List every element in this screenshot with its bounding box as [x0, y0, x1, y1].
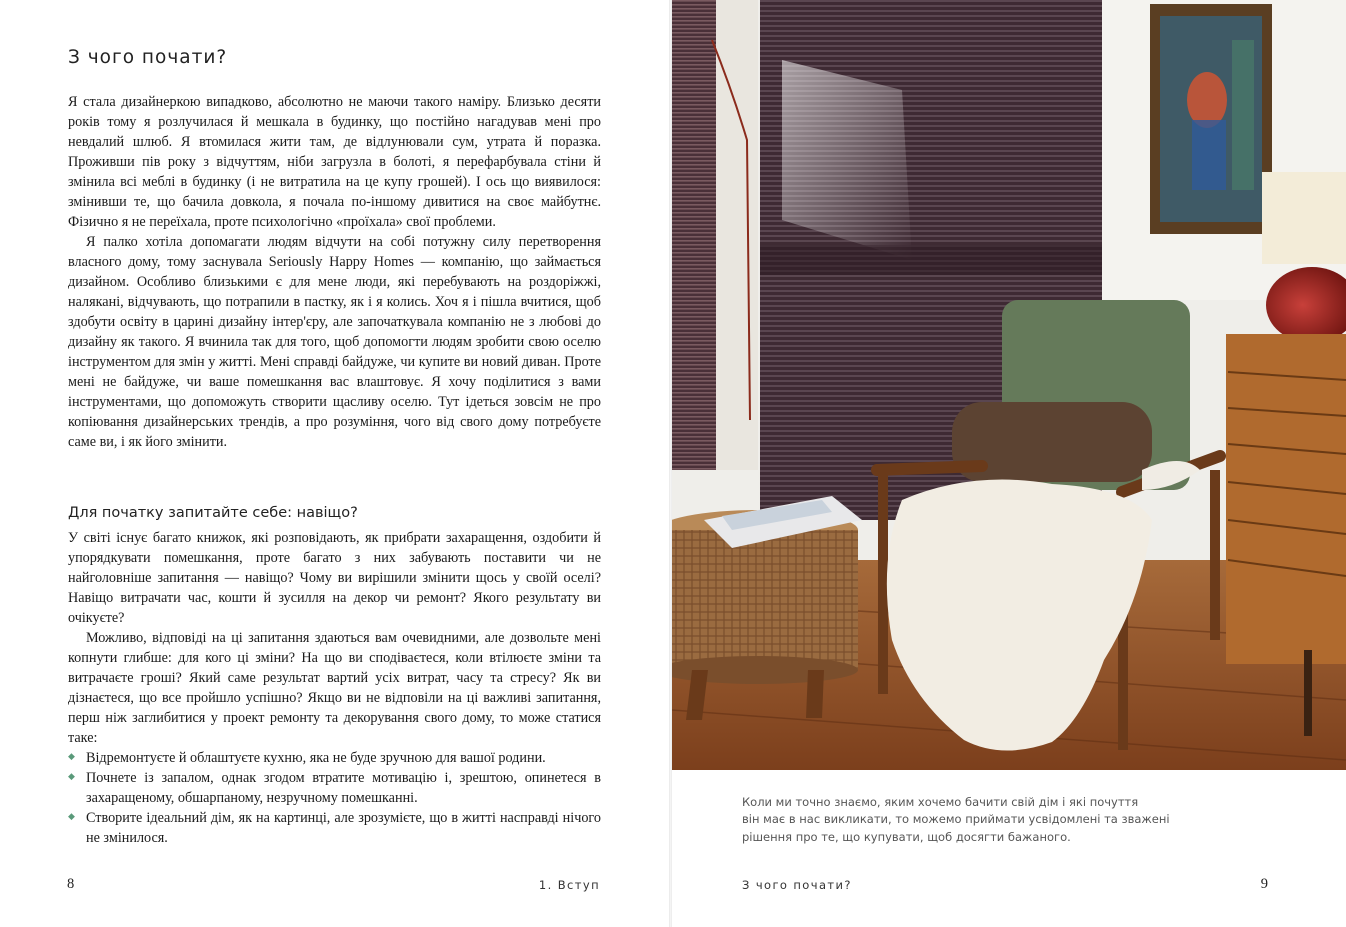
page-number-left: 8 [67, 876, 75, 892]
page-number-right: 9 [1260, 876, 1268, 892]
section-text [68, 528, 601, 848]
section-subheading: Для початку запитайте себе: навіщо? [68, 505, 358, 521]
diamond-bullet-icon: ◆ [68, 812, 75, 822]
list-item [68, 768, 601, 808]
left-blind [672, 0, 718, 470]
list-item [68, 808, 601, 848]
caption-line-2: він має в нас викликати, то можемо приймати усвідомлені та зважені [742, 812, 1170, 827]
right-page [672, 0, 1346, 927]
interior-photo [672, 0, 1346, 770]
section-paragraph-1: У світі існує багато книжок, які розповідають, як прибрати захаращення, оздобити й упорядкувати помешкання, проте багато з них забувають поставити чи не найголовніше запитання — навіщо? Чому ви вирішили змінити щось у своїй оселі? Навіщо витрачати час, кошти й зусилля на декор чи ремонт? Якого результату ви очікуєте? [68, 530, 601, 626]
running-head-right: З чого почати? [742, 878, 852, 892]
diamond-bullet-icon: ◆ [68, 772, 75, 782]
diamond-bullet-icon: ◆ [68, 752, 75, 762]
list-item-text: Відремонтуєте й облаштуєте кухню, яка не буде зручною для вашої родини. [86, 750, 546, 766]
intro-paragraph-1: Я стала дизайнеркою випадково, абсолютно не маючи такого наміру. Близько десяти років тому я розлучилася й мешкала в будинку, що постійно нагадував мені про невдалий шлюб. Я втомилася жити там, де відлунювали сум, утрата й поразка. Проживши пів року з відчуттям, ніби загрузла в болоті, я перефарбувала стіни й змінила всі меблі в будинку (і не витратила на це купу грошей). І ось що виявилося: змінивши те, що бачила довкола, я почала по-іншому дивитися на своє майбутнє. Фізично я не переїхала, проте психологічно «проїхала» свої проблеми. [68, 94, 601, 230]
intro-paragraph-2: Я палко хотіла допомагати людям відчути на собі потужну силу перетворення власного дому, тому заснувала Seriously Happy Homes — компанію, що займається дизайном. Особливо близькими є для мене люди, які перебувають на роздоріжжі, налякані, відчувають, що потрапили в пастку, як і я колись. Хоч я і пішла вчитися, щоб здобути освіту в царині дизайну інтер'єру, але започаткувала компанію не з любові до дизайну як такого. Я вчинила так для того, щоб допомогти людям зробити свою оселю інструментом для змін у житті. Мені справді байдуже, чи купите ви новий диван. Проте мені не байдуже, чи ваше помешкання вас влаштовує. Я хочу поділитися з вами інструментами, що допоможуть створити щасливу оселю. Тут ідеться зовсім не про копіювання дизайнерських трендів, а про розуміння, чого від свого дому потребуєте саме ви, і як його змінити. [68, 234, 601, 450]
consequence-list [68, 748, 601, 848]
list-item-text: Почнете із запалом, однак згодом втратите мотивацію і, зрештою, опинетеся в захаращеному, обшарпаному, незручному помешканні. [86, 770, 601, 806]
wicker-ottoman [672, 530, 858, 670]
list-item [68, 748, 601, 768]
dresser [1226, 334, 1346, 664]
left-page [0, 0, 670, 927]
lamp-shade [1262, 172, 1346, 264]
running-head-left: 1. Вступ [538, 878, 600, 892]
page-title: З чого почати? [68, 47, 228, 68]
list-item-text: Створите ідеальний дім, як на картинці, але зрозумієте, що в житті насправді нічого не змінилося. [86, 810, 601, 846]
intro-text [68, 92, 601, 452]
caption-line-1: Коли ми точно знаємо, яким хочемо бачити свій дім і які почуття [742, 795, 1139, 809]
section-paragraph-2: Можливо, відповіді на ці запитання здаються вам очевидними, але дозвольте мені копнути глибше: для кого ці зміни? На що ви сподіваєтеся, коли втілюєте зміни та витрачаєте гроші? Який саме результат вартий усіх витрат, часу та стресу? Як ви дізнаєтеся, що все пройшло успішно? Якщо ви не відповіли на ці важливі запитання, перш ніж заглибитися у проект ремонту та декорування свого дому, то може статися таке: [68, 630, 601, 746]
photo-caption [742, 794, 1170, 846]
caption-line-3: рішення про те, що купувати, щоб досягти бажаного. [742, 829, 1071, 844]
